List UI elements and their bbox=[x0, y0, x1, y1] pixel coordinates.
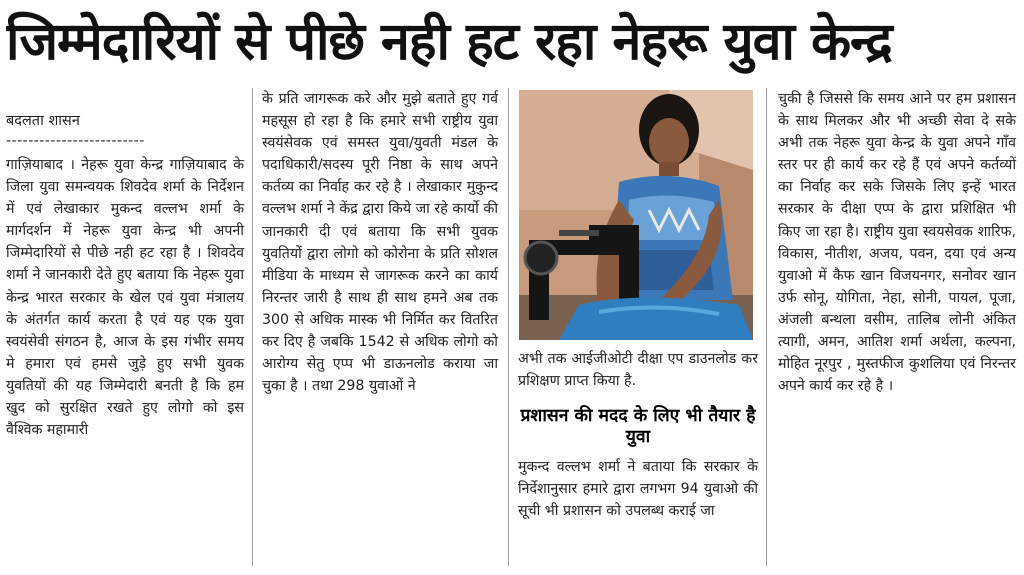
photo-woman-sewing-masks bbox=[519, 90, 753, 340]
column-1-text: गाज़ियाबाद । नेहरू युवा केन्द्र गाज़ियाबाद के जिला युवा समन्वयक शिवदेव शर्मा के निर्देशन में एवं लेखाकार मुकन्द वल्लभ शर्मा के मार्गदर्शन में नेहरू युवा केन्द्र भी अपनी जिम्मेदारियों से पीछे नही हट रहा है । शिवदेव शर्मा ने जानकारी देते हुए बताया कि नेहरू युवा केन्द्र भारत सरकार के खेल एवं युवा मंत्रालय के अंतर्गत कार्य करता है एवं यह एक युवा स्वयंसेवी संगठन है, आज के इस गंभीर समय मे हमारा एवं हमसे जुड़े हुए सभी युवक युवतियों की यह जिम्मेदारी बनती है कि हम खुद को सुरक्षित रखते हुए लोगो को इस वैश्विक महामारी bbox=[6, 157, 244, 439]
article-column-2 bbox=[262, 88, 498, 397]
column-4-text: चुकी है जिससे कि समय आने पर हम प्रशासन के साथ मिलकर और भी अच्छी सेवा दे सके अभी तक नेहरू युवा केन्द्र के युवा अपने गाँव स्तर पर ही कार्य कर रहे हैं एवं अपने कर्तव्यों का निर्वाह कर सके जिसके लिए इन्हें भारत सरकार के दीक्षा एप्प के द्वारा प्रशिक्षित भी किए जा रहा है। राष्ट्रीय युवा स्वयसेवक शारिफ, विकास, नीतीश, अजय, पवन, दया एवं अन्य युवाओ में कैफ खान विजयनगर, सनोवर खान उर्फ सोनू, योगिता, नेहा, सोनी, पायल, पूजा, अंजली बन्थला वसीम, तालिब लोनी अंकित त्यागी, अमन, आतिश शर्मा अर्थला, कल्पना, मोहित नूरपुर , मुस्तफीज कुशलिया एवं निरन्तर अपने कार्य कर रहे है । bbox=[778, 91, 1016, 395]
article-column-4 bbox=[778, 88, 1016, 397]
column-divider bbox=[766, 88, 767, 566]
headline: जिम्मेदारियों से पीछे नही हट रहा नेहरू युवा केन्द्र bbox=[6, 12, 892, 72]
column-2-text: के प्रति जागरूक करे और मुझे बताते हुए गर्व महसूस हो रहा है कि हमारे सभी राष्ट्रीय युवा स्वयंसेवक एवं समस्त युवा/युवती मंडल के पदाधिकारी/सदस्य पूरी निष्ठा के साथ अपने कर्तव्य का निर्वाह कर रहे है । लेखाकार मुकुन्द वल्लभ शर्मा ने केंद्र द्वारा किये जा रहे कार्यो की जानकारी दी एवं बताया कि सभी युवक युवतियों द्वारा लोगो को कोरोना के प्रति सोशल मीडिया के माध्यम से जागरूक करने का कार्य निरन्तर जारी है साथ ही साथ हमने अब तक 300 से अधिक मास्क भी निर्मित कर वितरित कर दिए है जबकि 1542 से अधिक लोगो को आरोग्य सेतु एप्प भी डाऊनलोड कराया जा चुका है । तथा 298 युवाओं ने bbox=[262, 91, 498, 395]
byline-separator: ------------------------- bbox=[6, 133, 145, 149]
byline: बदलता शासन bbox=[6, 113, 80, 129]
column-divider bbox=[508, 88, 509, 566]
article-column-3 bbox=[518, 348, 758, 522]
article-column-1 bbox=[6, 92, 244, 441]
column-divider bbox=[252, 88, 253, 566]
subheading: प्रशासन की मदद के लिए भी तैयार है युवा bbox=[520, 406, 756, 448]
column-3-text: मुकन्द वल्लभ शर्मा ने बताया कि सरकार के निर्देशानुसार हमारे द्वारा लगभग 94 युवाओ की सूची भी प्रशासन को उपलब्ध कराई जा bbox=[518, 459, 758, 520]
sewing-photo-icon bbox=[519, 90, 753, 340]
photo-caption: अभी तक आईजीओटी दीक्षा एप डाउनलोड कर प्रशिक्षण प्राप्त किया है. bbox=[518, 351, 758, 390]
